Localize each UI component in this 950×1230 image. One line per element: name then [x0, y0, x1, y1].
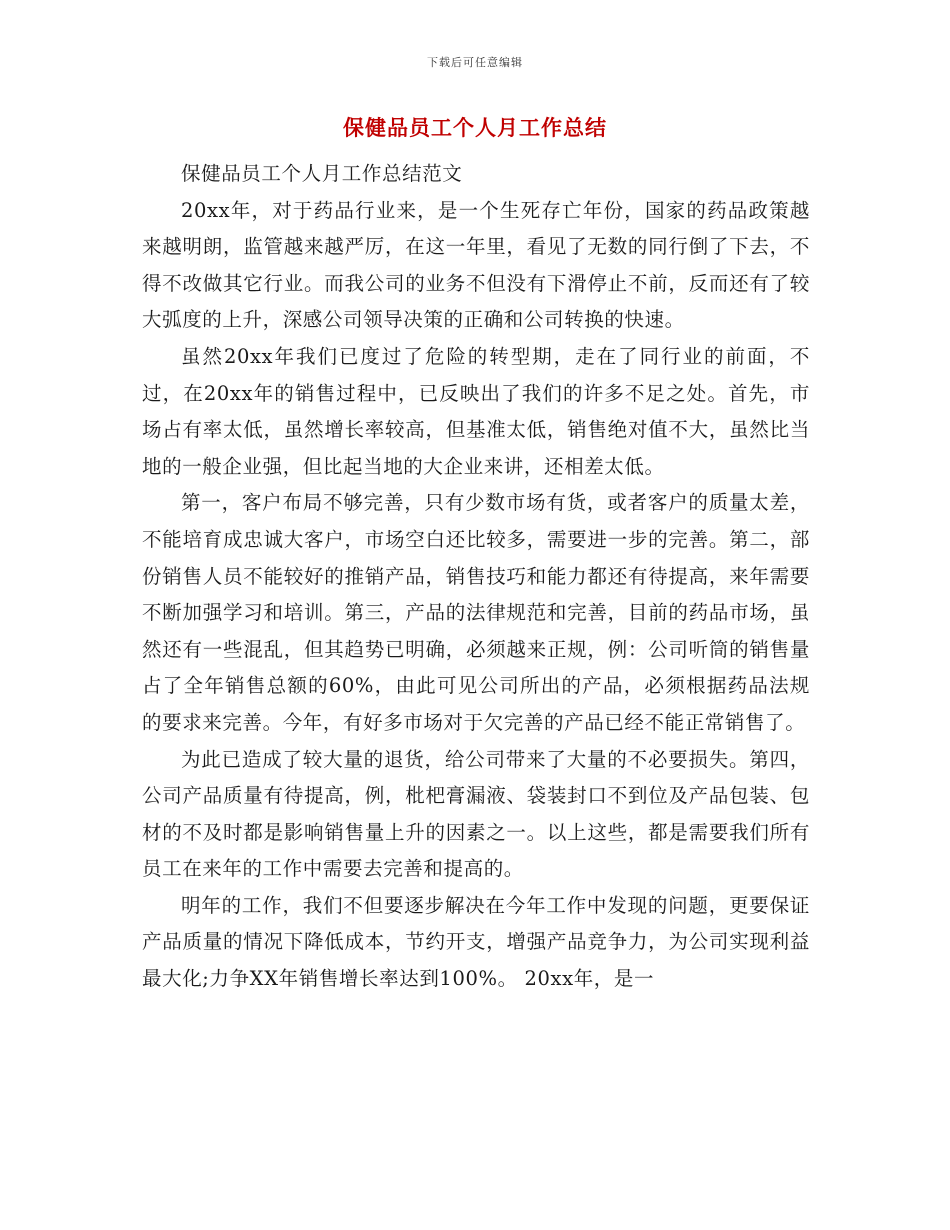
body-paragraph: 为此已造成了较大量的退货，给公司带来了大量的不必要损失。第四，公司产品质量有待提高，例，枇杷膏漏液、袋装封口不到位及产品包装、包材的不及时都是影响销售量上升的因素之一。以上这些，都是需要我们所有员工在来年的工作中需要去完善和提高的。 [142, 747, 810, 881]
body-paragraph: 保健品员工个人月工作总结范文 [181, 162, 463, 185]
body-paragraph: 虽然20xx年我们已度过了危险的转型期，走在了同行业的前面，不过，在20xx年的销售过程中，已反映出了我们的许多不足之处。首先，市场占有率太低，虽然增长率较高，但基准太低，销售绝对值不大，虽然比当地的一般企业强，但比起当地的大企业来讲，还相差太低。 [142, 344, 810, 478]
body-paragraph: 20xx年，对于药品行业来，是一个生死存亡年份，国家的药品政策越来越明朗，监管越来越严厉，在这一年里，看见了无数的同行倒了下去，不得不改做其它行业。而我公司的业务不但没有下滑停止不前，反而还有了较大弧度的上升，深感公司领导决策的正确和公司转换的快速。 [142, 198, 810, 332]
body-paragraph: 明年的工作，我们不但要逐步解决在今年工作中发现的问题，更要保证产品质量的情况下降低成本，节约开支，增强产品竞争力，为公司实现利益最大化;力争XX年销售增长率达到100%。 20xx年，是一 [142, 893, 810, 991]
body-paragraph: 第一，客户布局不够完善，只有少数市场有货，或者客户的质量太差，不能培育成忠诚大客户，市场空白还比较多，需要进一步的完善。第二，部份销售人员不能较好的推销产品，销售技巧和能力都还有待提高，来年需要不断加强学习和培训。第三，产品的法律规范和完善，目前的药品市场，虽然还有一些混乱，但其趋势已明确，必须越来正规，例：公司听筒的销售量占了全年销售总额的60%，由此可见公司所出的产品，必须根据药品法规的要求来完善。今年，有好多市场对于欠完善的产品已经不能正常销售了。 [142, 491, 810, 734]
header-note: 下载后可任意编辑 [427, 56, 523, 69]
document-body [142, 156, 810, 998]
document-title: 保健品员工个人月工作总结 [343, 115, 607, 140]
